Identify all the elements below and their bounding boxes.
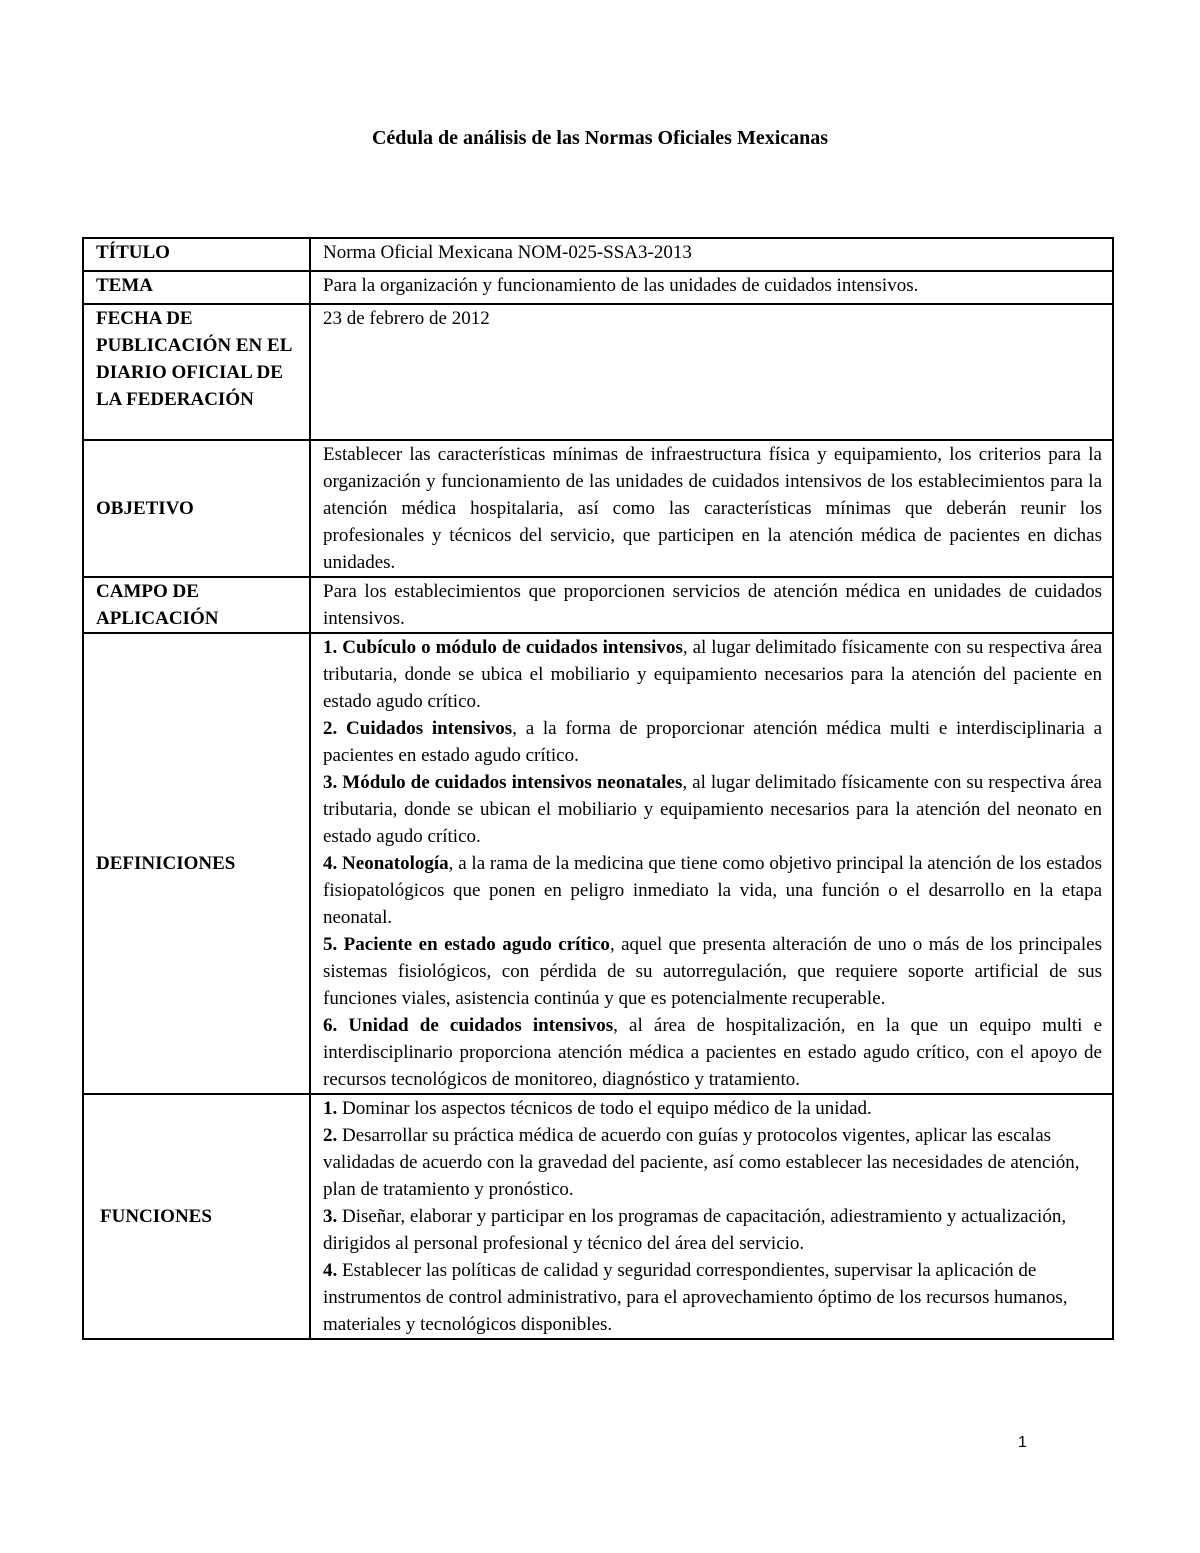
row-titulo xyxy=(83,238,1113,271)
label-definiciones: DEFINICIONES xyxy=(83,633,310,1094)
label-objetivo: OBJETIVO xyxy=(83,440,310,577)
function-text: Dominar los aspectos técnicos de todo el equipo médico de la unidad. xyxy=(337,1098,872,1119)
definition-item xyxy=(323,931,1102,1012)
definition-item xyxy=(323,715,1102,769)
value-objetivo: Establecer las características mínimas de infraestructura física y equipamiento, los criterios para la organización y funcionamiento de las unidades de cuidados intensivos de los establecimientos para la atención médica hospitalaria, así como las características mínimas que deberán reunir los profesionales y técnicos del servicio, que participen en la atención médica de pacientes en dichas unidades. xyxy=(310,440,1113,577)
function-item xyxy=(323,1122,1084,1203)
function-text: Establecer las políticas de calidad y seguridad correspondientes, supervisar la aplicación de instrumentos de control administrativo, para el aprovechamiento óptimo de los recursos humanos, materiales y tecnológicos disponibles. xyxy=(323,1260,1068,1335)
value-definiciones xyxy=(310,633,1113,1094)
function-item xyxy=(323,1095,1084,1122)
function-item xyxy=(323,1257,1084,1338)
function-number: 2. xyxy=(323,1125,338,1146)
row-campo-aplicacion xyxy=(83,577,1113,633)
definition-term: 2. Cuidados intensivos xyxy=(323,718,513,739)
function-number: 4. xyxy=(323,1260,338,1281)
definition-text: , al área de hospitalización, en la que un equipo multi e interdisciplinario proporciona atención médica a pacientes en estado agudo crítico, con el apoyo de recursos tecnológicos de monitoreo, diagnóstico y tratamiento. xyxy=(323,1015,1103,1090)
definition-item xyxy=(323,634,1102,715)
value-campo-aplicacion: Para los establecimientos que proporcionen servicios de atención médica en unidades de cuidados intensivos. xyxy=(310,577,1113,633)
definition-term: 5. Paciente en estado agudo crítico xyxy=(323,934,610,955)
analysis-table xyxy=(82,237,1114,1340)
page-number: 1 xyxy=(1018,1434,1027,1451)
row-fecha-publicacion xyxy=(83,304,1113,440)
value-fecha-publicacion: 23 de febrero de 2012 xyxy=(310,304,1113,440)
definition-text: , a la rama de la medicina que tiene como objetivo principal la atención de los estados fisiopatológicos que ponen en peligro inmediato la vida, una función o el desarrollo en la etapa neonatal. xyxy=(323,853,1103,928)
document-title: Cédula de análisis de las Normas Oficiales Mexicanas xyxy=(371,127,829,149)
label-fecha-publicacion: FECHA DE PUBLICACIÓN EN EL DIARIO OFICIAL DE LA FEDERACIÓN xyxy=(83,304,310,440)
row-definiciones xyxy=(83,633,1113,1094)
function-text: Diseñar, elaborar y participar en los programas de capacitación, adiestramiento y actualización, dirigidos al personal profesional y técnico del área del servicio. xyxy=(323,1206,1067,1254)
label-tema: TEMA xyxy=(83,271,310,304)
row-tema xyxy=(83,271,1113,304)
definition-term: 1. Cubículo o módulo de cuidados intensivos xyxy=(323,637,683,658)
definition-term: 3. Módulo de cuidados intensivos neonatales xyxy=(323,772,683,793)
function-item xyxy=(323,1203,1084,1257)
value-tema: Para la organización y funcionamiento de las unidades de cuidados intensivos. xyxy=(310,271,1113,304)
definition-term: 4. Neonatología xyxy=(323,853,449,874)
definition-term: 6. Unidad de cuidados intensivos xyxy=(323,1015,614,1036)
row-objetivo xyxy=(83,440,1113,577)
value-funciones xyxy=(310,1094,1113,1339)
value-titulo: Norma Oficial Mexicana NOM-025-SSA3-2013 xyxy=(310,238,1113,271)
label-campo-aplicacion: CAMPO DE APLICACIÓN xyxy=(83,577,310,633)
definition-text: , al lugar delimitado físicamente con su respectiva área tributaria, donde se ubica el mobiliario y equipamiento necesarios para la atención del paciente en estado agudo crítico. xyxy=(323,637,1102,712)
label-funciones: FUNCIONES xyxy=(83,1094,310,1339)
definition-text: , aquel que presenta alteración de uno o más de los principales sistemas fisiológicos, con pérdida de su autorregulación, que requiere soporte artificial de sus funciones viales, asistencia continúa y que es potencialmente recuperable. xyxy=(323,934,1102,1009)
function-number: 3. xyxy=(323,1206,338,1227)
definition-text: , a la forma de proporcionar atención médica multi e interdisciplinaria a pacientes en estado agudo crítico. xyxy=(323,718,1102,766)
definition-item xyxy=(323,1012,1102,1093)
definition-item xyxy=(323,769,1102,850)
label-titulo: TÍTULO xyxy=(83,238,310,271)
definition-item xyxy=(323,850,1102,931)
function-text: Desarrollar su práctica médica de acuerdo con guías y protocolos vigentes, aplicar las escalas validadas de acuerdo con la gravedad del paciente, así como establecer las necesidades de atención, plan de tratamiento y pronóstico. xyxy=(323,1125,1080,1200)
row-funciones xyxy=(83,1094,1113,1339)
definition-text: , al lugar delimitado físicamente con su respectiva área tributaria, donde se ubican el mobiliario y equipamiento necesarios para la atención del neonato en estado agudo crítico. xyxy=(323,772,1102,847)
function-number: 1. xyxy=(323,1098,338,1119)
